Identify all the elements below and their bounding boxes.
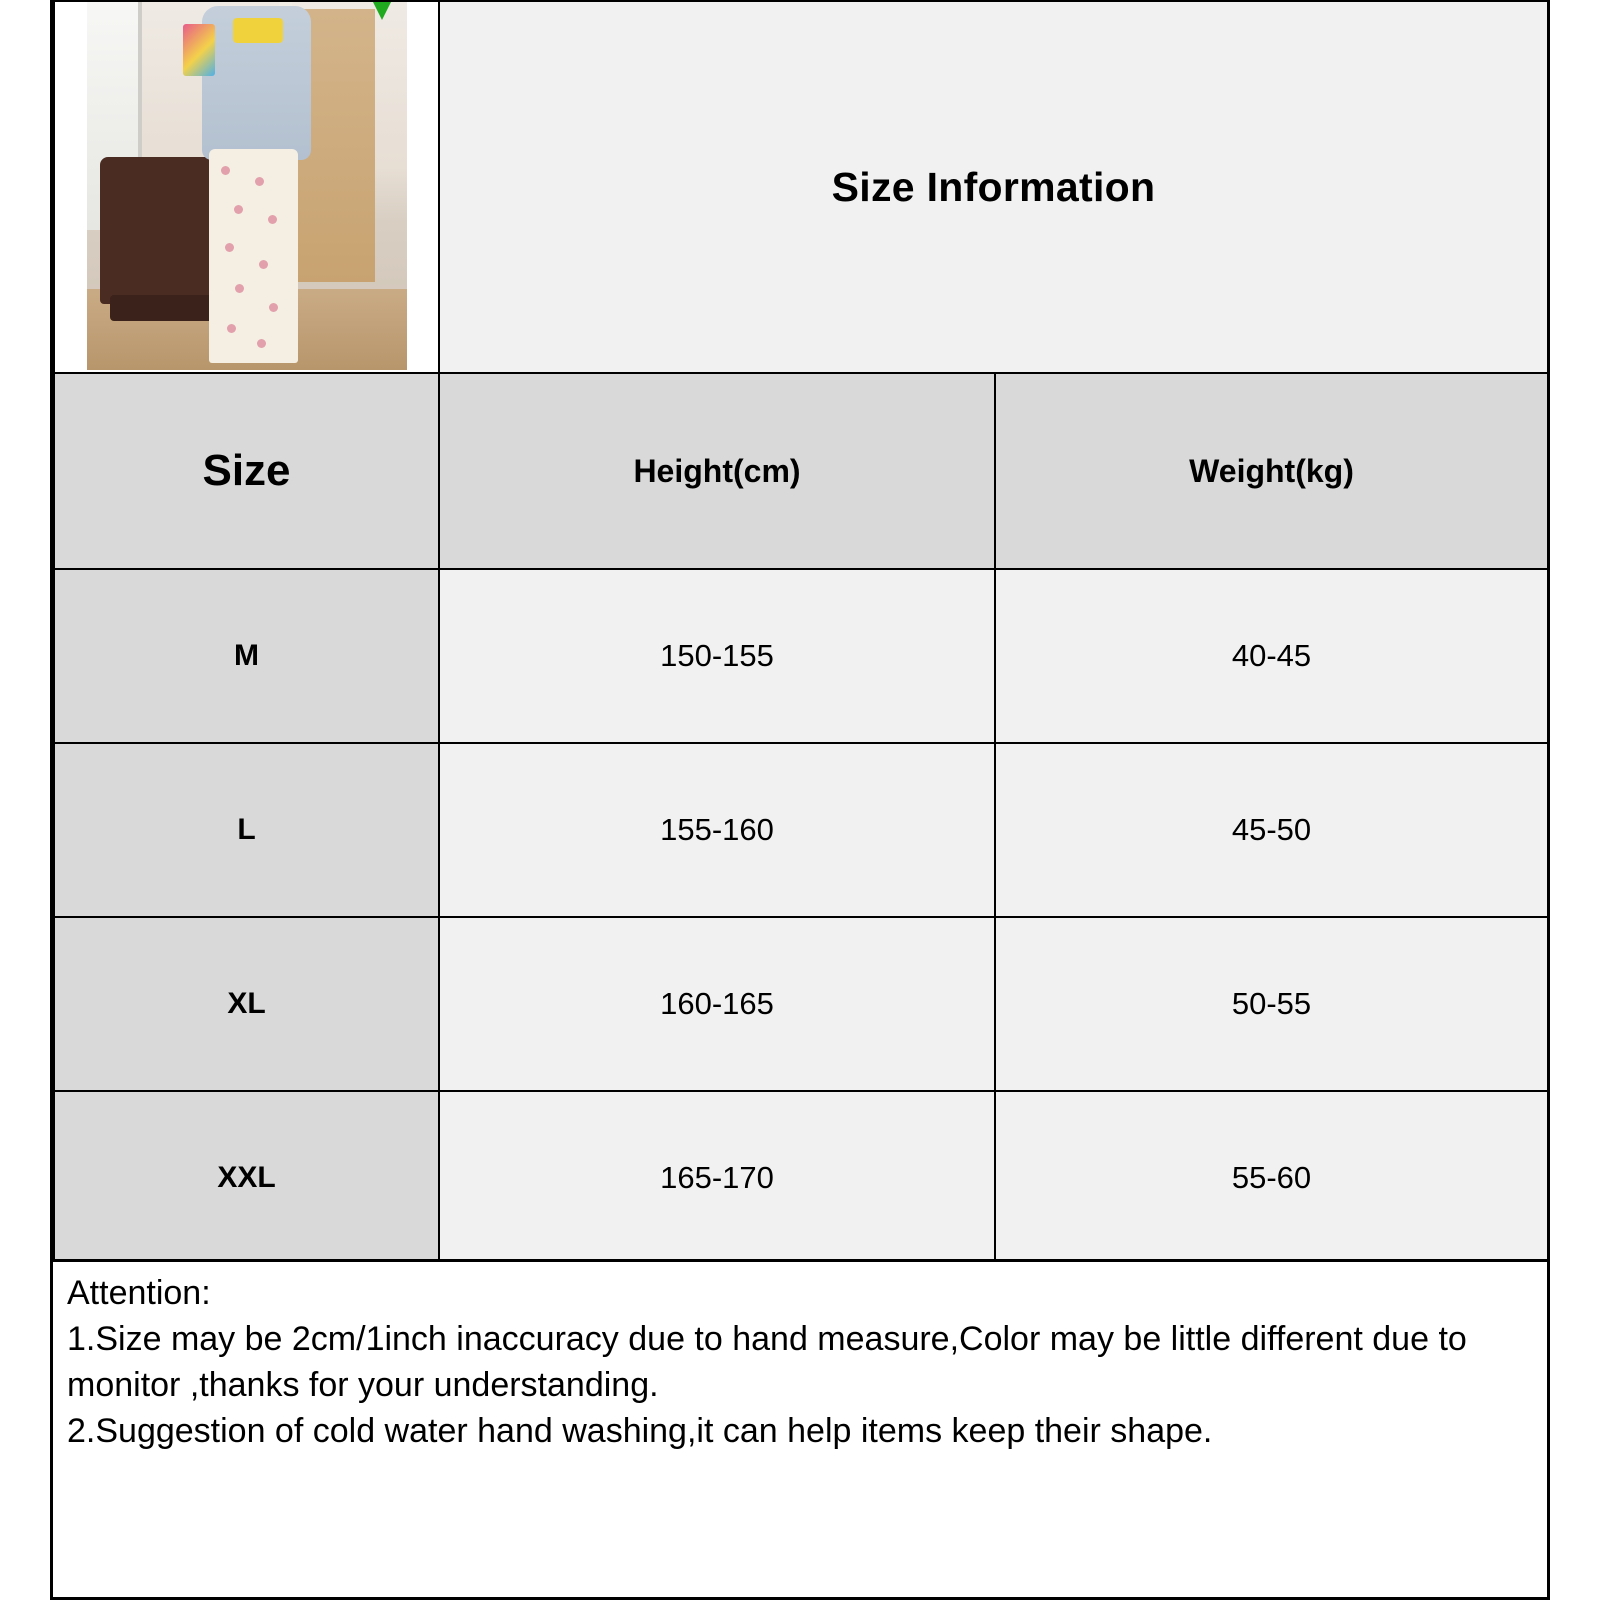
cell-height-l: 155-160 (439, 743, 995, 917)
cell-height-xl: 160-165 (439, 917, 995, 1091)
product-photo (87, 2, 407, 370)
cell-size-m: M (54, 569, 439, 743)
cell-size-l: L (54, 743, 439, 917)
cursor-arrow-icon (373, 2, 391, 20)
photo-model (202, 2, 311, 370)
attention-heading: Attention: (67, 1274, 211, 1312)
attention-note-2: 2.Suggestion of cold water hand washing,it can help items keep their shape. (67, 1412, 1213, 1450)
photo-handbag (183, 24, 216, 76)
table-row-header-banner (54, 1, 1548, 373)
table-row (54, 743, 1548, 917)
page-title: Size Information (439, 1, 1548, 373)
table-row-headers (54, 373, 1548, 569)
table-row (54, 917, 1548, 1091)
table-row (54, 1091, 1548, 1265)
size-table (53, 0, 1549, 1266)
attention-block (50, 1259, 1550, 1600)
table-row (54, 569, 1548, 743)
cell-size-xxl: XXL (54, 1091, 439, 1265)
cell-weight-xl: 50-55 (995, 917, 1548, 1091)
cell-height-xxl: 165-170 (439, 1091, 995, 1265)
photo-hoodie (202, 6, 311, 161)
product-photo-cell (54, 1, 439, 373)
cell-weight-m: 40-45 (995, 569, 1548, 743)
cell-height-m: 150-155 (439, 569, 995, 743)
attention-note-1: 1.Size may be 2cm/1inch inaccuracy due to hand measure,Color may be little different due to monitor ,thanks for your understanding. (67, 1320, 1467, 1404)
photo-pants (209, 149, 298, 362)
column-header-weight: Weight(kg) (995, 373, 1548, 569)
cell-weight-l: 45-50 (995, 743, 1548, 917)
cell-weight-xxl: 55-60 (995, 1091, 1548, 1265)
column-header-height: Height(cm) (439, 373, 995, 569)
photo-hoodie-graphic (233, 18, 283, 43)
cell-size-xl: XL (54, 917, 439, 1091)
column-header-size: Size (54, 373, 439, 569)
size-table-container (50, 0, 1550, 1269)
